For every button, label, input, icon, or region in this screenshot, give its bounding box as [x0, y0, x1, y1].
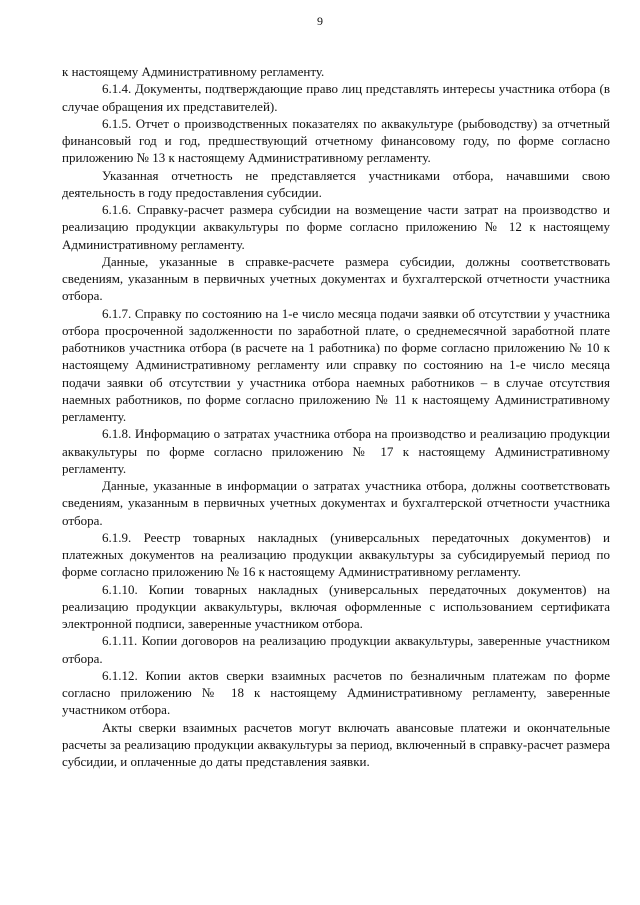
paragraph-6-1-8: 6.1.8. Информацию о затратах участника отбора на производство и реализацию продукции аквакультуры по форме согласно приложению № 17 к настоящему Административному регламенту.	[62, 426, 610, 476]
paragraph-6-1-4: 6.1.4. Документы, подтверждающие право лиц представлять интересы участника отбора (в случае обращения их представителей).	[62, 81, 610, 114]
paragraph-6-1-6-note: Данные, указанные в справке-расчете размера субсидии, должны соответствовать сведениям, указанным в первичных учетных документах и бухгалтерской отчетности участника отбора.	[62, 253, 610, 304]
paragraph-6-1-5: 6.1.5. Отчет о производственных показателях по аквакультуре (рыбоводству) за отчетный финансовый год и год, предшествующий отчетному финансовому году, по форме согласно приложению № 13 к настоящему Административному регламенту.	[62, 115, 610, 166]
paragraph-6-1-8-note: Данные, указанные в информации о затратах участника отбора, должны соответствовать сведениям, указанным в первичных учетных документах и бухгалтерской отчетности участника отбора.	[62, 478, 610, 528]
paragraph-6-1-7: 6.1.7. Справку по состоянию на 1-е число месяца подачи заявки об отсутствии у участника отбора просроченной задолженности по заработной плате, о среднемесячной заработной плате работников участника отбора (в расчете на 1 работника) по форме согласно приложению № 10 к настоящему Административному регламенту или справку по состоянию на 1-е число месяца подачи заявки об отсутствии у участника отбора наемных работников – в случае отсутствия наемных работников, по форме согласно приложению № 11 к настоящему Административному регламенту.	[62, 305, 610, 424]
paragraph-6-1-12: 6.1.12. Копии актов сверки взаимных расчетов по безналичным платежам по форме согласно приложению № 18 к настоящему Административному регламенту, заверенные участником отбора.	[62, 667, 610, 718]
paragraph-6-1-10: 6.1.10. Копии товарных накладных (универсальных передаточных документов) на реализацию продукции аквакультуры, включая оформленные с использованием сертификата электронной подписи, заверенные участником отбора.	[62, 581, 610, 631]
paragraph-6-1-9: 6.1.9. Реестр товарных накладных (универсальных передаточных документов) и платежных документов на реализацию продукции аквакультуры за субсидируемый период по форме согласно приложению № 16 к настоящему Административному регламенту.	[62, 529, 610, 580]
paragraph-6-1-12-note: Акты сверки взаимных расчетов могут включать авансовые платежи и окончательные расчеты за реализацию продукции аквакультуры за период, включенный в справку-расчет размера субсидии, и оплаченные до даты представления заявки.	[62, 719, 610, 769]
paragraph-6-1-6: 6.1.6. Справку-расчет размера субсидии на возмещение части затрат на производство и реализацию продукции аквакультуры по форме согласно приложению № 12 к настоящему Административному регламенту.	[62, 202, 610, 252]
paragraph-6-1-11: 6.1.11. Копии договоров на реализацию продукции аквакультуры, заверенные участником отбора.	[62, 633, 610, 666]
document-body	[62, 63, 610, 770]
paragraph-6-1-5-note: Указанная отчетность не представляется участниками отбора, начавшими свою деятельность в году предоставления субсидии.	[62, 167, 610, 200]
paragraph-continuation: к настоящему Административному регламенту.	[62, 64, 325, 79]
page-number: 9	[317, 14, 323, 28]
